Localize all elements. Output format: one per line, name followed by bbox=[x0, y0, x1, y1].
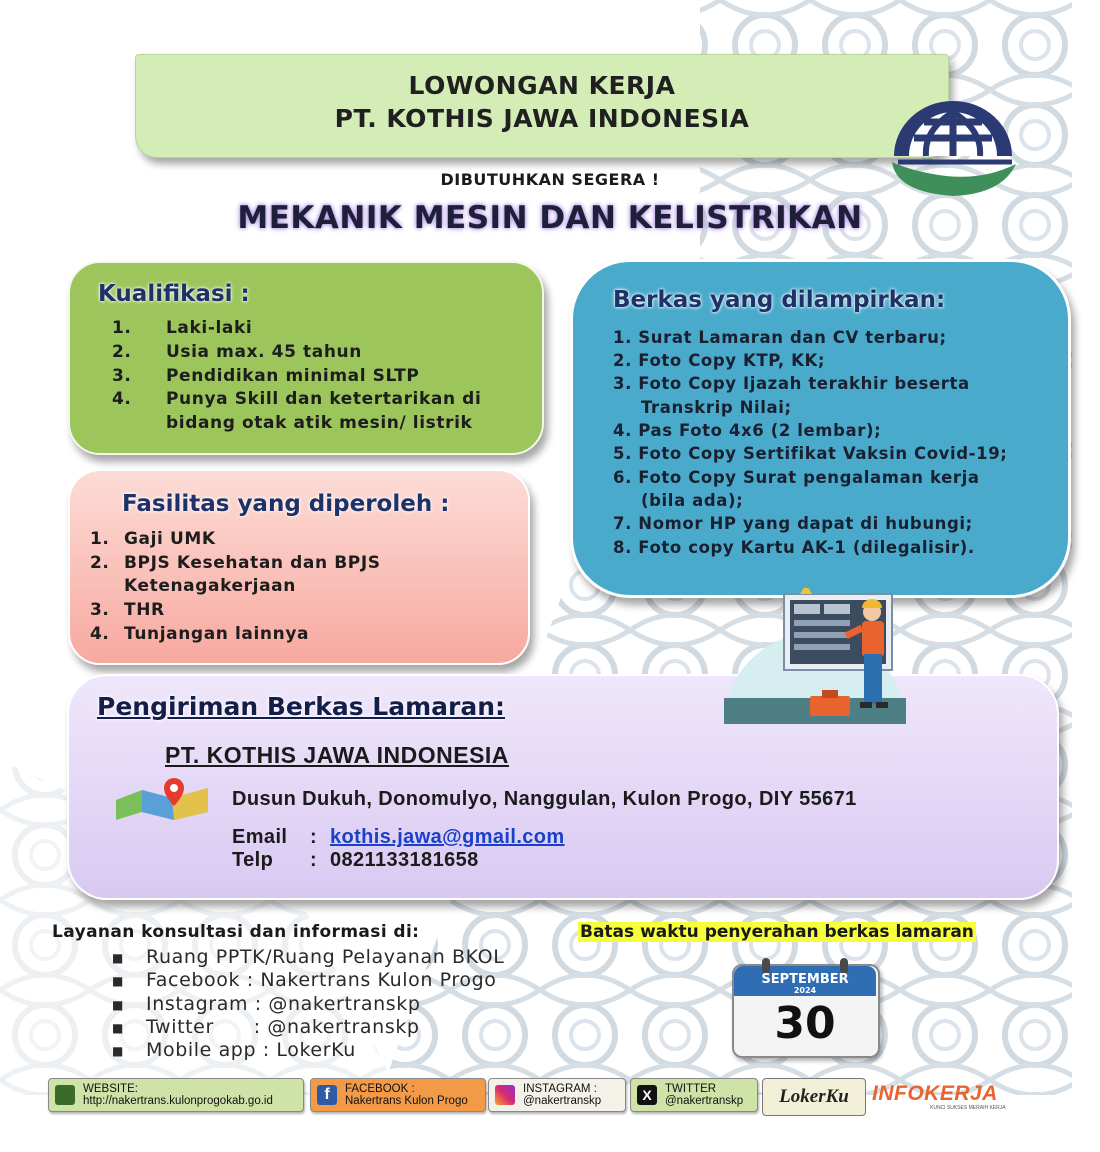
urgent-notice: DIBUTUHKAN SEGERA ! bbox=[440, 170, 660, 189]
list-item: 7. Nomor HP yang dapat di hubungi; bbox=[613, 514, 973, 533]
berkas-title: Berkas yang dilampirkan: bbox=[613, 287, 946, 313]
list-item-continued: Ketenagakerjaan bbox=[124, 576, 296, 596]
email-link[interactable]: kothis.jawa@gmail.com bbox=[329, 826, 565, 848]
header-company: PT. KOTHIS JAWA INDONESIA bbox=[334, 104, 750, 133]
phone-row: Telp : 0821133181658 bbox=[232, 849, 479, 871]
pengiriman-title: Pengiriman Berkas Lamaran: bbox=[97, 692, 505, 721]
berkas-panel bbox=[570, 259, 1071, 598]
company-name: PT. KOTHIS JAWA INDONESIA bbox=[165, 742, 509, 768]
list-item: 4. Tunjangan lainnya bbox=[90, 624, 310, 644]
infokerja-logo[interactable]: INFOKERJA KUNCI SUKSES MERAIH KERJA bbox=[872, 1082, 1006, 1111]
calendar-day: 30 bbox=[774, 998, 836, 1049]
list-item: 6. Foto Copy Surat pengalaman kerja bbox=[613, 468, 980, 487]
list-item-continued: Transkrip Nilai; bbox=[641, 398, 792, 417]
list-item: 3. THR bbox=[90, 600, 165, 620]
website-icon bbox=[55, 1085, 75, 1105]
instagram-icon bbox=[495, 1085, 515, 1105]
footer-website[interactable]: WEBSITE: http://nakertrans.kulonprogokab.go.id bbox=[48, 1078, 304, 1112]
kualifikasi-title: Kualifikasi : bbox=[98, 281, 250, 307]
list-item-continued: (bila ada); bbox=[641, 491, 744, 510]
list-item: 1. Laki-laki bbox=[112, 318, 253, 338]
x-twitter-icon: X bbox=[637, 1085, 657, 1105]
email-row: Email : kothis.jawa@gmail.com bbox=[232, 826, 565, 848]
footer-instagram[interactable]: INSTAGRAM : @nakertranskp bbox=[488, 1078, 626, 1112]
list-item: 1. Surat Lamaran dan CV terbaru; bbox=[613, 328, 947, 347]
calendar-month: SEPTEMBER bbox=[761, 972, 849, 987]
lokerku-logo[interactable]: LokerKu bbox=[762, 1078, 866, 1116]
list-item: ■ Twitter : @nakertranskp bbox=[112, 1016, 420, 1038]
kualifikasi-panel bbox=[68, 261, 544, 455]
job-title: MEKANIK MESIN DAN KELISTRIKAN bbox=[237, 200, 863, 236]
footer-facebook[interactable]: f FACEBOOK : Nakertrans Kulon Progo bbox=[310, 1078, 486, 1112]
phone-number: 0821133181658 bbox=[329, 849, 479, 871]
list-item: 5. Foto Copy Sertifikat Vaksin Covid-19; bbox=[613, 444, 1008, 463]
list-item: 1. Gaji UMK bbox=[90, 529, 216, 549]
list-item: 4. Punya Skill dan ketertarikan di bbox=[112, 389, 482, 409]
list-item-continued: bidang otak atik mesin/ listrik bbox=[166, 413, 473, 433]
list-item: 3. Pendidikan minimal SLTP bbox=[112, 366, 420, 386]
header-banner bbox=[135, 54, 949, 158]
electrician-illustration-icon bbox=[720, 588, 910, 724]
fasilitas-title: Fasilitas yang diperoleh : bbox=[122, 491, 450, 517]
phone-label: Telp bbox=[232, 849, 274, 871]
fasilitas-panel bbox=[68, 469, 530, 665]
email-label: Email bbox=[232, 826, 288, 848]
header-title: LOWONGAN KERJA bbox=[408, 71, 676, 100]
list-item: 8. Foto copy Kartu AK-1 (dilegalisir). bbox=[613, 538, 975, 557]
list-item: ■ Ruang PPTK/Ruang Pelayanan BKOL bbox=[112, 946, 505, 968]
list-item: ■ Mobile app : LokerKu bbox=[112, 1039, 356, 1061]
list-item: 2. Usia max. 45 tahun bbox=[112, 342, 362, 362]
deadline-label: Batas waktu penyerahan berkas lamaran bbox=[580, 922, 974, 942]
pengiriman-panel bbox=[67, 674, 1059, 900]
company-address: Dusun Dukuh, Donomulyo, Nanggulan, Kulon Progo, DIY 55671 bbox=[232, 788, 857, 810]
footer-twitter[interactable]: X TWITTER @nakertranskp bbox=[630, 1078, 758, 1112]
calendar-year: 2024 bbox=[793, 986, 817, 995]
list-item: 4. Pas Foto 4x6 (2 lembar); bbox=[613, 421, 882, 440]
list-item: ■ Instagram : @nakertranskp bbox=[112, 993, 421, 1015]
list-item: 2. Foto Copy KTP, KK; bbox=[613, 351, 826, 370]
map-pin-icon bbox=[112, 776, 212, 822]
list-item: 2. BPJS Kesehatan dan BPJS bbox=[90, 553, 381, 573]
facebook-icon: f bbox=[317, 1085, 337, 1105]
list-item: ■ Facebook : Nakertrans Kulon Progo bbox=[112, 969, 497, 991]
list-item: 3. Foto Copy Ijazah terakhir beserta bbox=[613, 374, 970, 393]
calendar-icon bbox=[732, 958, 878, 1056]
consult-title: Layanan konsultasi dan informasi di: bbox=[52, 922, 420, 942]
